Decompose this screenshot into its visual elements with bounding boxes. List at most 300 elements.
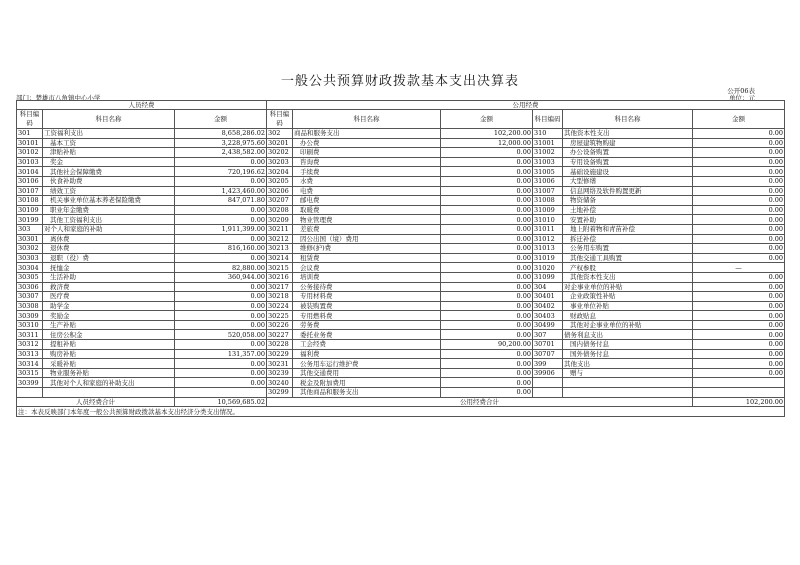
cell-code: 301 [17,129,43,139]
cell-name: 其他工资福利支出 [43,215,175,225]
cell-amount: 12,000.00 [441,138,533,148]
cell-amount: 0.00 [693,129,785,139]
cell-code: 30306 [17,282,43,292]
cell-amount [175,388,267,398]
cell-code: 30207 [267,196,293,206]
totals-row [17,397,785,407]
cell-name: 产权参股 [563,263,693,273]
cell-code: 30225 [267,311,293,321]
cell-amount: 0.00 [693,157,785,167]
cell-name: 奖金 [43,157,175,167]
cell-name: 抚恤金 [43,263,175,273]
cell-code [533,378,563,388]
cell-amount: 0.00 [441,205,533,215]
cell-code: 31010 [533,215,563,225]
cell-code: 30399 [17,378,43,388]
cell-name: 水费 [293,176,441,186]
table-row [17,129,785,139]
cell-code: 30206 [267,186,293,196]
cell-name: 机关事业单位基本养老保险缴费 [43,196,175,206]
cell-amount: 720,196.62 [175,167,267,177]
cell-amount: 131,357.00 [175,349,267,359]
cell-code [17,388,43,398]
cell-name [43,388,175,398]
cell-name: 维修(护)费 [293,244,441,254]
public-total-label: 公用经费合计 [267,397,693,407]
table-row [17,368,785,378]
cell-name: 购房补贴 [43,349,175,359]
cell-name [563,388,693,398]
cell-amount: 0.00 [693,215,785,225]
cell-amount: 360,944.00 [175,272,267,282]
cell-code: 30109 [17,205,43,215]
cell-code: 30313 [17,349,43,359]
cell-amount: 0.00 [693,359,785,369]
table-row [17,176,785,186]
cell-name: 对企事业单位的补贴 [563,282,693,292]
cell-name: 公务用车购置 [563,244,693,254]
cell-code: 30239 [267,368,293,378]
cell-amount: 0.00 [441,359,533,369]
cell-amount: — [693,263,785,273]
table-row [17,186,785,196]
cell-name: 邮电费 [293,196,441,206]
cell-code: 30215 [267,263,293,273]
cell-code: 31019 [533,253,563,263]
cell-name: 被装购置费 [293,301,441,311]
cell-amount: 82,880.00 [175,263,267,273]
cell-code: 302 [267,129,293,139]
cell-amount: 0.00 [441,196,533,206]
cell-amount: 0.00 [175,253,267,263]
cell-name: 物资储备 [563,196,693,206]
cell-name: 基本工资 [43,138,175,148]
cell-name: 采暖补贴 [43,359,175,369]
cell-amount: 0.00 [693,272,785,282]
cell-amount: 0.00 [175,301,267,311]
cell-amount: 0.00 [693,244,785,254]
cell-code: 31008 [533,196,563,206]
cell-name: 事业单位补贴 [563,301,693,311]
table-row [17,292,785,302]
cell-name: 其他对个人和家庭的补助支出 [43,378,175,388]
table-row [17,167,785,177]
note-row [17,407,785,417]
cell-name: 其他对企事业单位的补贴 [563,320,693,330]
cell-amount: 0.00 [441,215,533,225]
cell-code: 31011 [533,224,563,234]
cell-name: 伙食补助费 [43,176,175,186]
cell-amount: 0.00 [175,234,267,244]
cell-name: 专用燃料费 [293,311,441,321]
cell-code: 30209 [267,215,293,225]
cell-name: 救济费 [43,282,175,292]
cell-amount: 0.00 [175,292,267,302]
table-row [17,388,785,398]
cell-code: 30218 [267,292,293,302]
cell-amount: 0.00 [175,340,267,350]
cell-amount: 0.00 [441,320,533,330]
cell-amount: 520,058.00 [175,330,267,340]
table-row [17,311,785,321]
cell-name: 办公设备购置 [563,148,693,158]
cell-name: 生产补贴 [43,320,175,330]
cell-code: 30201 [267,138,293,148]
cell-amount: 0.00 [441,378,533,388]
table-row [17,224,785,234]
cell-name: 土地补偿 [563,205,693,215]
cell-name: 拆迁补偿 [563,234,693,244]
cell-code: 31006 [533,176,563,186]
cell-amount: 0.00 [441,186,533,196]
cell-amount: 0.00 [441,263,533,273]
cell-amount: 0.00 [441,167,533,177]
cell-amount: 0.00 [693,167,785,177]
cell-code: 31013 [533,244,563,254]
cell-name: 公务用车运行维护费 [293,359,441,369]
cell-code: 30224 [267,301,293,311]
cell-code: 30214 [267,253,293,263]
cell-amount: 0.00 [441,148,533,158]
cell-amount: 2,438,582.00 [175,148,267,158]
cell-amount: 0.00 [175,359,267,369]
expenditure-table [16,100,785,417]
cell-amount: 0.00 [693,301,785,311]
cell-amount: 0.00 [175,215,267,225]
table-row [17,349,785,359]
cell-code: 30312 [17,340,43,350]
cell-code: 30315 [17,368,43,378]
cell-amount: 0.00 [441,244,533,254]
cell-name: 商品和服务支出 [293,129,441,139]
cell-code: 30401 [533,292,563,302]
cell-amount: 0.00 [441,234,533,244]
cell-name: 生活补助 [43,272,175,282]
table-row [17,138,785,148]
col-code-header: 科目编码 [533,110,563,129]
cell-code: 303 [17,224,43,234]
cell-name: 手续费 [293,167,441,177]
form-number: 公开06表 [727,87,755,95]
public-group-header: 公用经费 [267,101,785,110]
cell-code: 31001 [533,138,563,148]
cell-amount: 0.00 [441,292,533,302]
cell-code: 31099 [533,272,563,282]
table-row [17,253,785,263]
table-row [17,282,785,292]
cell-name: 物业服务补贴 [43,368,175,378]
col-amount-header: 金额 [175,110,267,129]
cell-code: 30309 [17,311,43,321]
cell-amount: 1,423,460.00 [175,186,267,196]
cell-amount: 0.00 [441,330,533,340]
personnel-group-header: 人员经费 [17,101,267,110]
cell-name: 津贴补贴 [43,148,175,158]
cell-name: 其他商品和服务支出 [293,388,441,398]
cell-amount: 0.00 [693,196,785,206]
cell-code: 30202 [267,148,293,158]
cell-name: 大型修缮 [563,176,693,186]
cell-amount: 0.00 [693,253,785,263]
cell-amount: 0.00 [693,138,785,148]
cell-code: 30199 [17,215,43,225]
cell-amount: 0.00 [693,311,785,321]
public-total-value: 102,200.00 [693,397,785,407]
cell-name: 基础设施建设 [563,167,693,177]
cell-name: 电费 [293,186,441,196]
cell-amount: 0.00 [693,148,785,158]
cell-code: 30103 [17,157,43,167]
cell-code: 30104 [17,167,43,177]
cell-name: 企业政策性补贴 [563,292,693,302]
cell-name: 助学金 [43,301,175,311]
cell-name: 职业年金缴费 [43,205,175,215]
cell-amount: 816,160.00 [175,244,267,254]
cell-amount [693,378,785,388]
cell-code: 30107 [17,186,43,196]
table-row [17,215,785,225]
cell-name: 其他交通工具购置 [563,253,693,263]
cell-name: 公务接待费 [293,282,441,292]
cell-name: 财政贴息 [563,311,693,321]
cell-amount: 0.00 [441,176,533,186]
cell-code: 30229 [267,349,293,359]
table-row [17,330,785,340]
cell-amount: 0.00 [693,330,785,340]
cell-code: 30302 [17,244,43,254]
col-name-header: 科目名称 [293,110,441,129]
col-name-header: 科目名称 [563,110,693,129]
cell-code: 30314 [17,359,43,369]
cell-name: 其他资本性支出 [563,272,693,282]
cell-amount: 847,071.80 [175,196,267,206]
cell-name: 福利费 [293,349,441,359]
cell-name: 其他资本性支出 [563,129,693,139]
cell-amount: 0.00 [175,311,267,321]
cell-amount: 0.00 [175,368,267,378]
table-row [17,340,785,350]
cell-name: 委托业务费 [293,330,441,340]
cell-amount: 0.00 [441,301,533,311]
cell-code: 30108 [17,196,43,206]
table-row [17,263,785,273]
cell-code: 30240 [267,378,293,388]
cell-amount: 0.00 [693,282,785,292]
table-body [17,101,785,398]
cell-code: 30307 [17,292,43,302]
cell-code: 30301 [17,234,43,244]
cell-name: 印刷费 [293,148,441,158]
table-row [17,244,785,254]
cell-amount [693,388,785,398]
cell-name: 其他交通费用 [293,368,441,378]
cell-name: 专用材料费 [293,292,441,302]
cell-name: 住房公积金 [43,330,175,340]
cell-amount: 0.00 [441,157,533,167]
table-row [17,196,785,206]
cell-code: 30216 [267,272,293,282]
cell-name: 提租补贴 [43,340,175,350]
cell-code: 30102 [17,148,43,158]
cell-code: 30305 [17,272,43,282]
cell-code: 30101 [17,138,43,148]
cell-name: 工会经费 [293,340,441,350]
cell-code: 304 [533,282,563,292]
cell-name: 培训费 [293,272,441,282]
cell-code: 30213 [267,244,293,254]
cell-code: 30499 [533,320,563,330]
cell-amount: 0.00 [441,368,533,378]
cell-code: 30701 [533,340,563,350]
table-row [17,148,785,158]
cell-amount: 0.00 [693,368,785,378]
cell-code: 31009 [533,205,563,215]
cell-code: 30707 [533,349,563,359]
cell-amount: 0.00 [175,176,267,186]
cell-amount: 0.00 [693,224,785,234]
cell-name: 信息网络及软件购置更新 [563,186,693,196]
cell-code: 30308 [17,301,43,311]
column-header-row [17,110,785,129]
cell-code: 30226 [267,320,293,330]
cell-code: 30403 [533,311,563,321]
cell-name: 国外债务付息 [563,349,693,359]
cell-amount: 0.00 [175,320,267,330]
department-label: 部门：楚雄市八角镇中心小学 [16,94,101,102]
cell-name: 差旅费 [293,224,441,234]
table-row [17,205,785,215]
cell-name: 税金及附加费用 [293,378,441,388]
group-header-row [17,101,785,110]
table-row [17,359,785,369]
cell-code: 30311 [17,330,43,340]
cell-code: 30402 [533,301,563,311]
cell-code: 399 [533,359,563,369]
cell-name: 国内债务付息 [563,340,693,350]
cell-name: 专用设备购置 [563,157,693,167]
cell-name: 赠与 [563,368,693,378]
col-amount-header: 金额 [693,110,785,129]
table-row [17,320,785,330]
cell-code: 30217 [267,282,293,292]
col-code-header: 科目编码 [267,110,293,129]
cell-name: 其他支出 [563,359,693,369]
cell-name: 绩效工资 [43,186,175,196]
cell-name: 债务利息支出 [563,330,693,340]
unit-label: 单位：元 [729,94,755,102]
table-row [17,157,785,167]
table-row [17,272,785,282]
cell-amount: 0.00 [693,292,785,302]
col-code-header: 科目编码 [17,110,43,129]
col-amount-header: 金额 [441,110,533,129]
table-row [17,378,785,388]
cell-amount: 0.00 [441,349,533,359]
cell-name: 退休费 [43,244,175,254]
cell-name: 医疗费 [43,292,175,302]
cell-code: 30106 [17,176,43,186]
cell-amount: 0.00 [441,224,533,234]
cell-amount: 0.00 [175,157,267,167]
cell-amount: 8,658,286.02 [175,129,267,139]
cell-name: 离休费 [43,234,175,244]
cell-name: 劳务费 [293,320,441,330]
cell-amount: 0.00 [693,186,785,196]
cell-name: 地上附着物和青苗补偿 [563,224,693,234]
cell-code: 30228 [267,340,293,350]
cell-name: 其他社会保障缴费 [43,167,175,177]
personnel-total-label: 人员经费合计 [17,397,175,407]
cell-code: 30211 [267,224,293,234]
cell-name: 奖励金 [43,311,175,321]
cell-code: 307 [533,330,563,340]
cell-code: 30310 [17,320,43,330]
cell-code: 310 [533,129,563,139]
cell-name [563,378,693,388]
personnel-total-value: 10,569,685.02 [175,397,267,407]
cell-amount: 3,228,975.60 [175,138,267,148]
cell-name: 咨询费 [293,157,441,167]
cell-amount: 0.00 [441,282,533,292]
cell-code: 30231 [267,359,293,369]
cell-amount: 0.00 [441,272,533,282]
cell-code: 30205 [267,176,293,186]
cell-amount: 0.00 [175,282,267,292]
cell-amount: 0.00 [693,176,785,186]
cell-amount: 0.00 [441,253,533,263]
cell-name: 工资福利支出 [43,129,175,139]
cell-code: 31007 [533,186,563,196]
table-note: 注：本表反映部门本年度一般公共预算财政拨款基本支出经济分类支出情况。 [17,407,785,417]
cell-name: 房屋建筑物购建 [563,138,693,148]
cell-amount: 0.00 [175,378,267,388]
cell-code [533,388,563,398]
cell-name: 取暖费 [293,205,441,215]
cell-amount: 0.00 [175,205,267,215]
cell-amount: 0.00 [693,320,785,330]
cell-code: 30212 [267,234,293,244]
cell-amount: 102,200.00 [441,129,533,139]
table-row [17,234,785,244]
cell-code: 31012 [533,234,563,244]
cell-code: 30299 [267,388,293,398]
cell-code: 30304 [17,263,43,273]
cell-name: 物业管理费 [293,215,441,225]
cell-name: 退职（役）费 [43,253,175,263]
cell-amount: 0.00 [693,234,785,244]
cell-code: 30204 [267,167,293,177]
cell-name: 对个人和家庭的补助 [43,224,175,234]
cell-amount: 90,200.00 [441,340,533,350]
cell-code: 31003 [533,157,563,167]
cell-code: 31020 [533,263,563,273]
page-title: 一般公共预算财政拨款基本支出决算表 [280,74,519,89]
cell-code: 39906 [533,368,563,378]
cell-amount: 1,911,399.00 [175,224,267,234]
cell-amount: 0.00 [441,311,533,321]
cell-code: 31002 [533,148,563,158]
cell-code: 30203 [267,157,293,167]
cell-amount: 0.00 [441,388,533,398]
table-row [17,301,785,311]
cell-name: 安置补助 [563,215,693,225]
cell-code: 30227 [267,330,293,340]
cell-amount: 0.00 [693,349,785,359]
cell-code: 31005 [533,167,563,177]
cell-code: 30303 [17,253,43,263]
cell-name: 租赁费 [293,253,441,263]
cell-amount: 0.00 [693,205,785,215]
